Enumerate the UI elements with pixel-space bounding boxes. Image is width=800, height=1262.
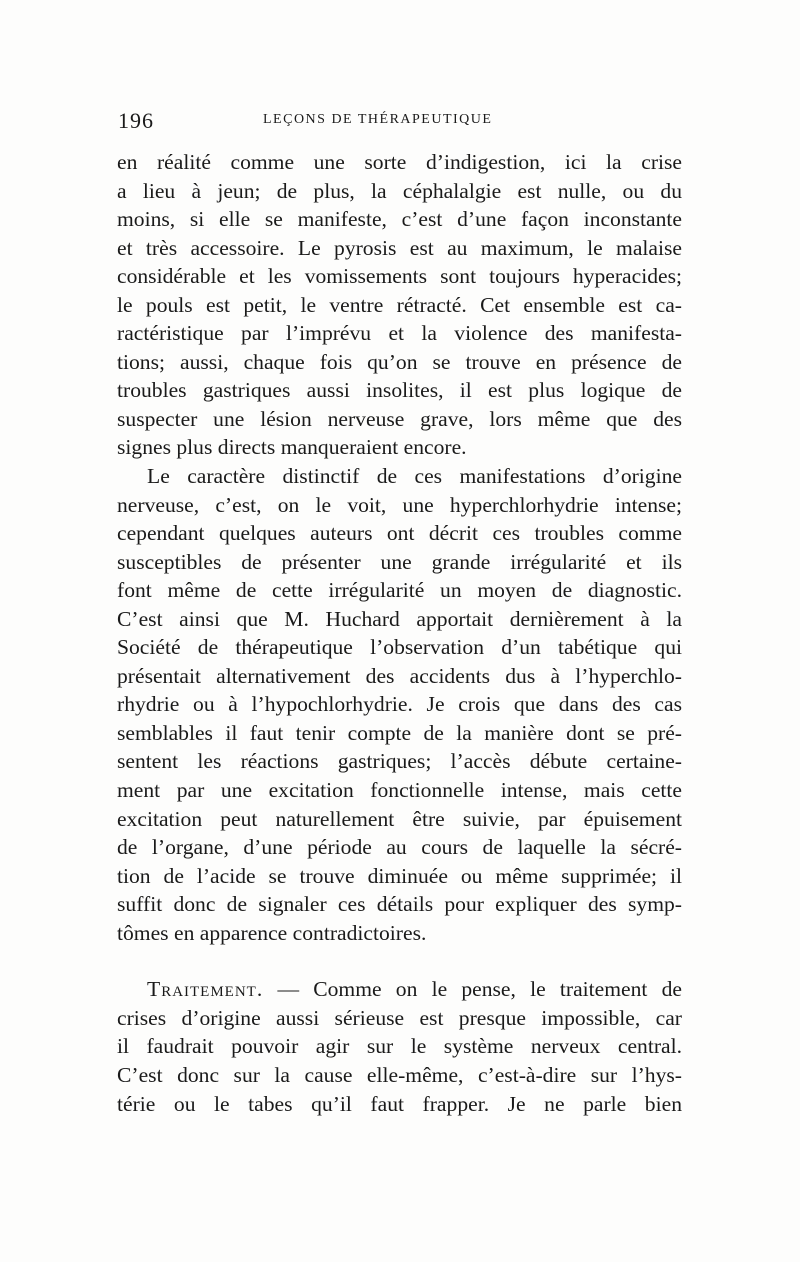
running-title: LEÇONS DE THÉRAPEUTIQUE <box>263 112 493 127</box>
text-line: térie ou le tabes qu’il faut frapper. Je ne parle bien <box>117 1091 682 1116</box>
text-line: cependant quelques auteurs ont décrit ces troubles comme <box>117 521 682 546</box>
text-line: Le caractère distinctif de ces manifestations d’origine <box>147 464 682 489</box>
paragraph-spacer <box>117 947 682 975</box>
text-line: signes plus directs manqueraient encore. <box>117 435 467 460</box>
text-line: Société de thérapeutique l’observation d’un tabétique qui <box>117 635 682 660</box>
text-line: ment par une excitation fonctionnelle intense, mais cette <box>117 778 682 803</box>
text-line: tômes en apparence contradictoires. <box>117 920 427 945</box>
paragraph-3 <box>117 975 682 1118</box>
section-lead: Traitement. <box>147 977 264 1002</box>
text-line: nerveuse, c’est, on le voit, une hyperchlorhydrie intense; <box>117 492 682 517</box>
text-line: ractéristique par l’imprévu et la violence des manifesta- <box>117 321 682 346</box>
text-line: semblables il faut tenir compte de la manière dont se pré- <box>117 720 682 745</box>
body-text <box>117 148 682 1118</box>
text-line: crises d’origine aussi sérieuse est presque impossible, car <box>117 1005 682 1030</box>
text-line: considérable et les vomissements sont toujours hyperacides; <box>117 264 682 289</box>
paragraph-2 <box>117 462 682 947</box>
text-line <box>117 975 682 1004</box>
text-line: présentait alternativement des accidents dus à l’hyperchlo- <box>117 663 682 688</box>
text-line: tions; aussi, chaque fois qu’on se trouve en présence de <box>117 349 682 374</box>
text-line: il faudrait pouvoir agir sur le système nerveux central. <box>117 1034 682 1059</box>
page-number: 196 <box>118 108 154 133</box>
text-line: a lieu à jeun; de plus, la céphalalgie est nulle, ou du <box>117 178 682 203</box>
text-line: font même de cette irrégularité un moyen de diagnostic. <box>117 578 682 603</box>
text-line: suffit donc de signaler ces détails pour expliquer des symp- <box>117 892 682 917</box>
text-line: rhydrie ou à l’hypochlorhydrie. Je crois que dans des cas <box>117 692 682 717</box>
text-line: sentent les réactions gastriques; l’accès débute certaine- <box>117 749 682 774</box>
text-line: excitation peut naturellement être suivie, par épuisement <box>117 806 682 831</box>
text-line: de l’organe, d’une période au cours de laquelle la sécré- <box>117 835 682 860</box>
paragraph-1 <box>117 148 682 462</box>
text-line: suspecter une lésion nerveuse grave, lors même que des <box>117 406 682 431</box>
text-line: C’est ainsi que M. Huchard apportait dernièrement à la <box>117 606 682 631</box>
text-line: susceptibles de présenter une grande irrégularité et ils <box>117 549 682 574</box>
lead-line-rest: — Comme on le pense, le traitement de <box>263 977 682 1002</box>
text-line: tion de l’acide se trouve diminuée ou même supprimée; il <box>117 863 682 888</box>
page-header <box>118 108 678 138</box>
text-line: troubles gastriques aussi insolites, il est plus logique de <box>117 378 682 403</box>
text-line: et très accessoire. Le pyrosis est au maximum, le malaise <box>117 235 682 260</box>
text-line: moins, si elle se manifeste, c’est d’une façon inconstante <box>117 207 682 232</box>
text-line: en réalité comme une sorte d’indigestion, ici la crise <box>117 150 682 174</box>
text-line: le pouls est petit, le ventre rétracté. Cet ensemble est ca- <box>117 292 682 317</box>
text-line: C’est donc sur la cause elle-même, c’est-à-dire sur l’hys- <box>117 1062 682 1087</box>
